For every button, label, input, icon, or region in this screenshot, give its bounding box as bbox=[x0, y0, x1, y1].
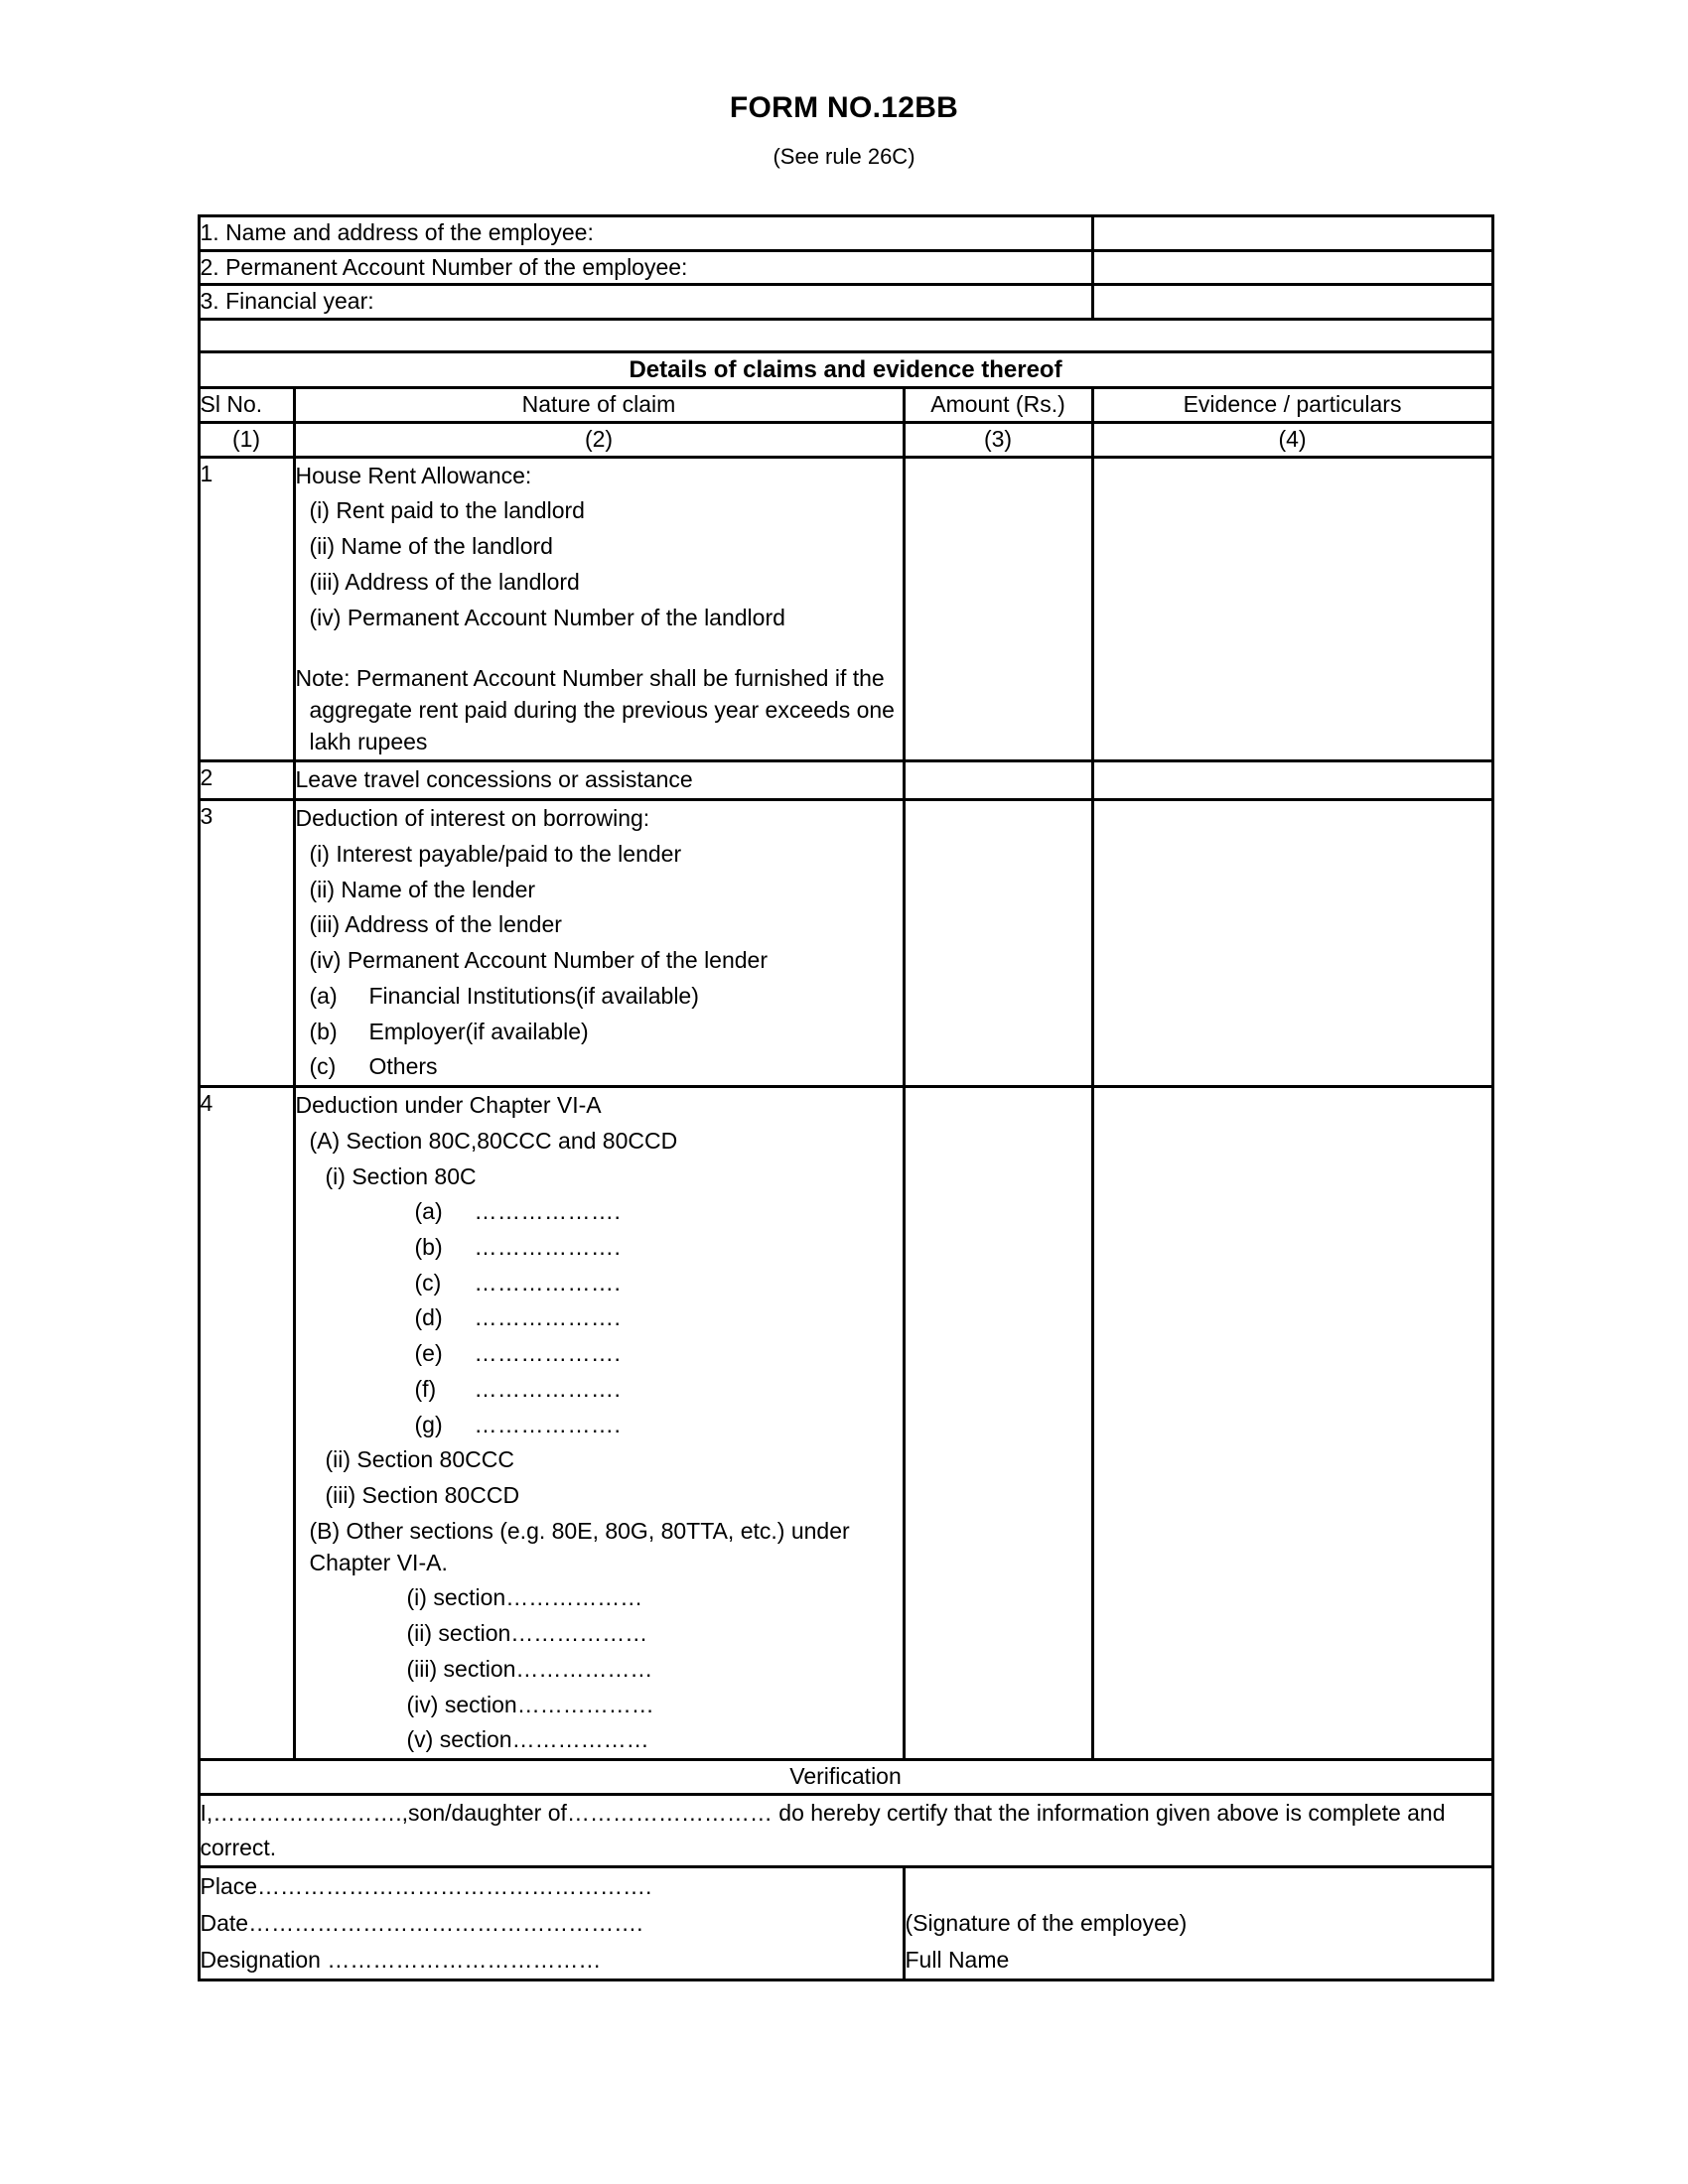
claim-row-4-evidence[interactable] bbox=[1092, 1087, 1492, 1760]
claim-row-4-80c-item-f-dots[interactable]: ………………. bbox=[474, 1375, 622, 1402]
header-field-value-fy[interactable] bbox=[1092, 285, 1492, 320]
footer-place[interactable]: Place……………………………………………. bbox=[200, 1872, 652, 1899]
claim-row-4-80c-item-d-dots[interactable]: ………………. bbox=[474, 1304, 622, 1331]
claim-row-2-evidence[interactable] bbox=[1092, 761, 1492, 800]
claim-row-1-sl-no: 1 bbox=[199, 457, 294, 761]
claim-row-4-other-section-i[interactable]: (i) section……………… bbox=[406, 1584, 643, 1611]
claim-row-3-sub-b-marker: (b) bbox=[309, 1018, 338, 1044]
spacer-cell bbox=[199, 320, 1492, 352]
claims-section-title-row bbox=[199, 352, 1492, 388]
claim-row-4-other-section-iii[interactable]: (iii) section……………… bbox=[406, 1655, 653, 1682]
claim-row-4-amount[interactable] bbox=[904, 1087, 1092, 1760]
claim-row-4-80c-item-b-dots[interactable]: ………………. bbox=[474, 1234, 622, 1260]
verification-statement[interactable]: I,…………………….,son/daughter of……………………… do hereby certify that the information given above is complete and correct. bbox=[199, 1794, 1492, 1866]
claim-row-3-sub-a bbox=[310, 979, 903, 1015]
claim-row-2-sl-no: 2 bbox=[199, 761, 294, 800]
claim-row-3-sub-b bbox=[310, 1015, 903, 1050]
claim-row-3-sub-c-marker: (c) bbox=[309, 1053, 337, 1080]
claim-row-4-other-section-iv[interactable]: (iv) section……………… bbox=[406, 1691, 654, 1717]
claim-row-3-sub-a-text: Financial Institutions(if available) bbox=[368, 982, 699, 1009]
title-block bbox=[0, 0, 1688, 169]
claim-row-4-80c-item-d-marker: (d) bbox=[414, 1304, 443, 1331]
claim-row-4-80c-item-b-marker: (b) bbox=[414, 1234, 443, 1260]
claim-row-4-other-section-ii[interactable]: (ii) section……………… bbox=[406, 1620, 648, 1647]
claim-row-3-sub-a-marker: (a) bbox=[309, 982, 338, 1009]
claim-row-1-gap bbox=[296, 635, 903, 661]
claim-row-3-item-ii: (ii) Name of the lender bbox=[309, 876, 536, 902]
claim-row-2 bbox=[199, 761, 1492, 800]
claim-row-3-item-i: (i) Interest payable/paid to the lender bbox=[309, 840, 682, 867]
header-field-value-pan[interactable] bbox=[1092, 250, 1492, 285]
column-header-row bbox=[199, 388, 1492, 423]
verification-heading-row bbox=[199, 1760, 1492, 1795]
claim-row-4-80c-item-a-marker: (a) bbox=[414, 1198, 443, 1225]
form-table-wrapper bbox=[198, 214, 1491, 1982]
footer-date[interactable]: Date……………………………………………. bbox=[200, 1909, 643, 1936]
claims-section-title: Details of claims and evidence thereof bbox=[199, 352, 1492, 388]
form-table bbox=[198, 214, 1494, 1982]
footer-row bbox=[199, 1866, 1492, 1980]
header-field-label-name: 1. Name and address of the employee: bbox=[199, 215, 1092, 250]
claim-row-1-evidence[interactable] bbox=[1092, 457, 1492, 761]
page-title: FORM NO.12BB bbox=[729, 91, 959, 124]
claim-row-2-nature bbox=[294, 761, 904, 800]
footer-left-block bbox=[199, 1866, 904, 1980]
claim-row-4-section-80ccd-label: (iii) Section 80CCD bbox=[325, 1482, 520, 1509]
claim-row-3 bbox=[199, 800, 1492, 1087]
claim-row-4-80c-item-f bbox=[415, 1372, 903, 1408]
header-field-label-pan: 2. Permanent Account Number of the employee: bbox=[199, 250, 1092, 285]
claim-row-4-80c-item-g-dots[interactable]: ………………. bbox=[474, 1411, 622, 1437]
claim-row-4 bbox=[199, 1087, 1492, 1760]
claim-row-4-80c-item-a bbox=[415, 1194, 903, 1230]
claim-row-4-group-b-label: (B) Other sections (e.g. 80E, 80G, 80TTA, etc.) under Chapter VI-A. bbox=[309, 1517, 850, 1575]
column-number-2: (2) bbox=[294, 422, 904, 457]
header-field-row-name bbox=[199, 215, 1492, 250]
claim-row-3-amount[interactable] bbox=[904, 800, 1092, 1087]
claim-row-1 bbox=[199, 457, 1492, 761]
claim-row-4-80c-item-e-dots[interactable]: ………………. bbox=[474, 1340, 622, 1367]
column-number-3: (3) bbox=[904, 422, 1092, 457]
header-field-value-name[interactable] bbox=[1092, 215, 1492, 250]
footer-signature-label: (Signature of the employee) bbox=[905, 1909, 1188, 1936]
footer-right-block bbox=[904, 1866, 1492, 1980]
claim-row-1-item-iv: (iv) Permanent Account Number of the landlord bbox=[309, 604, 785, 630]
claim-row-1-item-ii: (ii) Name of the landlord bbox=[309, 533, 553, 560]
claim-row-4-80c-item-c-dots[interactable]: ………………. bbox=[474, 1269, 622, 1296]
claim-row-4-80c-item-e bbox=[415, 1336, 903, 1372]
claim-row-4-other-section-v[interactable]: (v) section……………… bbox=[406, 1726, 649, 1753]
footer-signature-spacer bbox=[906, 1868, 1491, 1905]
column-header-amount: Amount (Rs.) bbox=[904, 388, 1092, 423]
claim-row-3-item-iv: (iv) Permanent Account Number of the lender bbox=[309, 947, 769, 974]
header-field-row-fy bbox=[199, 285, 1492, 320]
footer-designation[interactable]: Designation ……………………………… bbox=[200, 1947, 602, 1974]
claim-row-4-80c-item-c-marker: (c) bbox=[414, 1269, 442, 1296]
column-header-nature-of-claim: Nature of claim bbox=[294, 388, 904, 423]
claim-row-4-80c-item-a-dots[interactable]: ………………. bbox=[474, 1198, 622, 1225]
claim-row-3-sl-no: 3 bbox=[199, 800, 294, 1087]
claim-row-4-section-80c-label: (i) Section 80C bbox=[325, 1162, 477, 1189]
column-number-4: (4) bbox=[1092, 422, 1492, 457]
claim-row-1-item-i: (i) Rent paid to the landlord bbox=[309, 497, 585, 524]
claim-row-4-80c-item-d bbox=[415, 1300, 903, 1336]
column-header-sl-no: Sl No. bbox=[199, 388, 294, 423]
column-number-1: (1) bbox=[199, 422, 294, 457]
header-field-row-pan bbox=[199, 250, 1492, 285]
claim-row-3-nature bbox=[294, 800, 904, 1087]
column-header-evidence: Evidence / particulars bbox=[1092, 388, 1492, 423]
claim-row-4-nature bbox=[294, 1087, 904, 1760]
claim-row-3-sub-c bbox=[310, 1049, 903, 1085]
claim-row-4-80c-item-c bbox=[415, 1266, 903, 1301]
verification-statement-row bbox=[199, 1794, 1492, 1866]
column-number-row bbox=[199, 422, 1492, 457]
claim-row-4-80c-item-g bbox=[415, 1408, 903, 1443]
claim-row-4-80c-item-f-marker: (f) bbox=[414, 1375, 437, 1402]
claim-row-2-amount[interactable] bbox=[904, 761, 1092, 800]
claim-row-3-item-iii: (iii) Address of the lender bbox=[309, 911, 562, 938]
claim-row-3-title: Deduction of interest on borrowing: bbox=[295, 805, 650, 832]
verification-heading: Verification bbox=[199, 1760, 1492, 1795]
claim-row-4-title: Deduction under Chapter VI-A bbox=[295, 1092, 602, 1119]
claim-row-4-80c-item-e-marker: (e) bbox=[414, 1340, 443, 1367]
claim-row-1-item-iii: (iii) Address of the landlord bbox=[309, 568, 580, 595]
claim-row-3-sub-b-text: Employer(if available) bbox=[368, 1018, 589, 1044]
claim-row-4-group-a-label: (A) Section 80C,80CCC and 80CCD bbox=[309, 1127, 678, 1154]
header-field-label-fy: 3. Financial year: bbox=[199, 285, 1092, 320]
claim-row-4-sl-no: 4 bbox=[199, 1087, 294, 1760]
claim-row-3-sub-c-text: Others bbox=[368, 1053, 438, 1080]
page-subtitle: (See rule 26C) bbox=[773, 143, 915, 169]
claim-row-1-note: Note: Permanent Account Number shall be furnished if the aggregate rent paid during the previous year exceeds one lakh rupees bbox=[295, 665, 895, 754]
claim-row-1-amount[interactable] bbox=[904, 457, 1092, 761]
footer-full-name-label: Full Name bbox=[905, 1947, 1010, 1974]
claim-row-4-section-80ccc-label: (ii) Section 80CCC bbox=[325, 1446, 514, 1473]
claim-row-3-evidence[interactable] bbox=[1092, 800, 1492, 1087]
claim-row-1-nature bbox=[294, 457, 904, 761]
claim-row-4-80c-item-b bbox=[415, 1230, 903, 1266]
claim-row-1-title: House Rent Allowance: bbox=[295, 462, 532, 488]
claim-row-4-80c-item-g-marker: (g) bbox=[414, 1411, 443, 1437]
spacer-row bbox=[199, 320, 1492, 352]
claim-row-2-title: Leave travel concessions or assistance bbox=[295, 766, 693, 793]
